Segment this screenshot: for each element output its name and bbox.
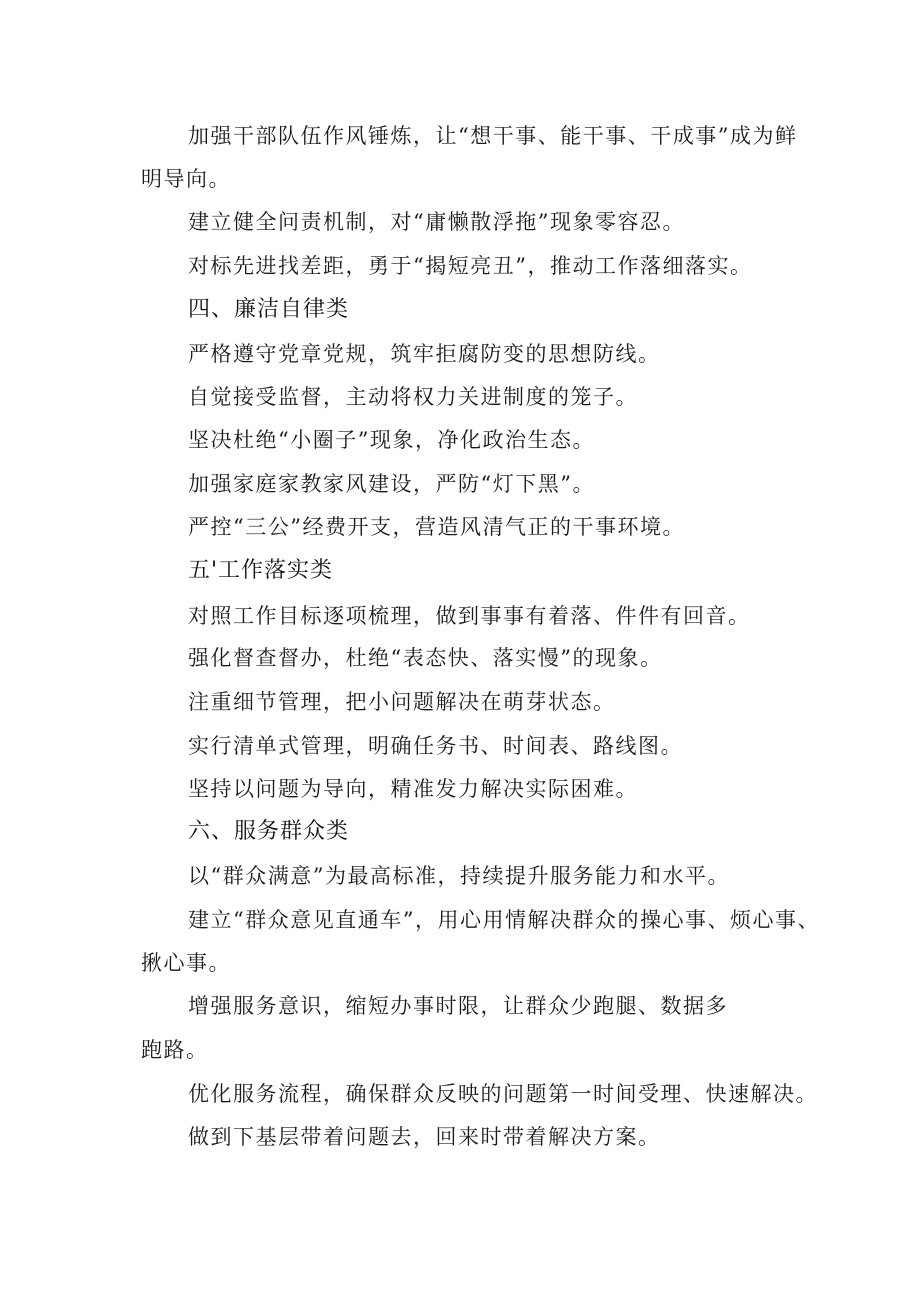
paragraph-line: 严控“三公”经费开支，营造风清气正的干事环境。 [188, 515, 685, 539]
paragraph-line: 以“群众满意”为最高标准，持续提升服务能力和水平。 [188, 864, 730, 888]
paragraph-line: 对标先进找差距，勇于“揭短亮丑”，推动工作落细落实。 [188, 254, 753, 278]
paragraph-line: 优化服务流程，确保群众反映的问题第一时间受理、快速解决。 [188, 1082, 818, 1106]
paragraph-line: 实行清单式管理，明确任务书、时间表、路线图。 [188, 734, 683, 758]
paragraph-line: 做到下基层带着问题去，回来时带着解决方案。 [188, 1125, 661, 1149]
paragraph-line: 建立“群众意见直通车”，用心用情解决群众的操心事、烦心事、 [188, 908, 820, 932]
section-heading: 六、服务群众类 [188, 819, 350, 844]
paragraph-line: 加强家庭家教家风建设，严防“灯下黑”。 [188, 472, 595, 496]
paragraph-line: 揪心事。 [141, 951, 231, 975]
paragraph-line: 建立健全问责机制，对“庸懒散浮拖”现象零容忍。 [188, 210, 685, 234]
paragraph-line: 跑路。 [141, 1038, 209, 1062]
section-heading: 五'工作落实类 [188, 558, 334, 583]
paragraph-line: 明导向。 [141, 167, 231, 191]
paragraph-line: 坚持以问题为导向，精准发力解决实际困难。 [188, 777, 638, 801]
paragraph-line: 强化督查督办，杜绝“表态快、落实慢”的现象。 [188, 646, 663, 670]
paragraph-line: 注重细节管理，把小问题解决在萌芽状态。 [188, 690, 616, 714]
paragraph-line: 加强干部队伍作风锤炼，让“想干事、能干事、干成事”成为鲜 [188, 124, 798, 148]
section-heading: 四、廉洁自律类 [188, 297, 350, 322]
paragraph-line: 自觉接受监督，主动将权力关进制度的笼子。 [188, 385, 638, 409]
paragraph-line: 增强服务意识，缩短办事时限，让群众少跑腿、数据多 [188, 994, 728, 1018]
paragraph-line: 坚决杜绝“小圈子”现象，净化政治生态。 [188, 428, 595, 452]
paragraph-line: 对照工作目标逐项梳理，做到事事有着落、件件有回音。 [188, 604, 751, 628]
paragraph-line: 严格遵守党章党规，筑牢拒腐防变的思想防线。 [188, 342, 661, 366]
